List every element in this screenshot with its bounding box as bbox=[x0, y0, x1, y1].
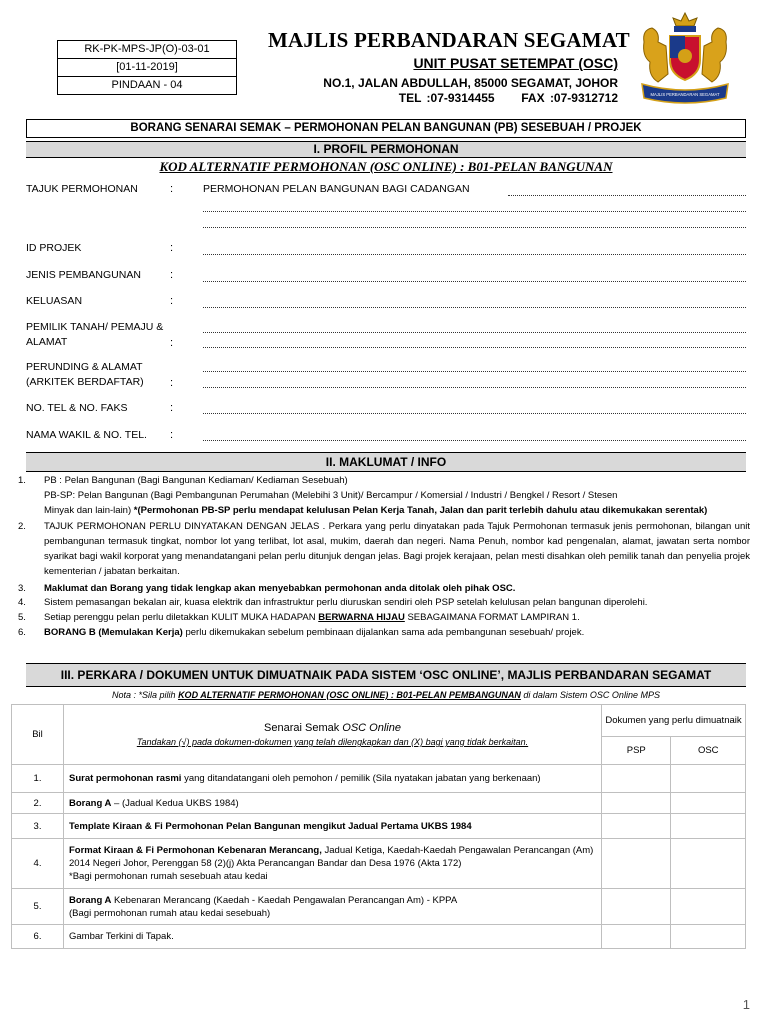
item-number: 2. bbox=[18, 521, 26, 533]
alternative-code: KOD ALTERNATIF PERMOHONAN (OSC ONLINE) : B01-PELAN BANGUNAN bbox=[159, 159, 613, 174]
section-2-heading: II. MAKLUMAT / INFO bbox=[26, 452, 746, 472]
field-input-pemilik-line-2[interactable] bbox=[203, 347, 746, 348]
form-code: RK-PK-MPS-JP(O)-03-01 bbox=[58, 41, 236, 59]
info-item bbox=[18, 520, 750, 579]
telephone: TEL :07-9314455 bbox=[398, 91, 495, 105]
info-list bbox=[18, 474, 750, 641]
osc-checkbox[interactable] bbox=[671, 889, 746, 925]
field-label-perunding: PERUNDING & ALAMAT (ARKITEK BERDAFTAR) bbox=[26, 361, 144, 388]
info-text: TAJUK PERMOHONAN PERLU DINYATAKAN DENGAN JELAS . Perkara yang perlu dinyatakan pada Tajuk Permohonan termasuk jenis permohonan, bilangan unit pembangunan termasuk tingkat, nombor lot yang terlibat, lot asal, mukim, daerah dan negeri. Nama Penuh, nombor kad pengenalan, alamat, jawatan serta nombor syarikat bagi wakil korporat yang menandatangani pelan perlu ditunjuk dengan jelas. Bagi projek kerajaan, pelan mesti disahkan oleh pemilik tanah dan penyelia projek kementerian / jabatan berkaitan. bbox=[44, 521, 750, 577]
info-text: Sistem pemasangan bekalan air, kuasa elektrik dan infrastruktur perlu diuruskan sendiri oleh PSP setelah kelulusan pelan bangunan diperolehi. bbox=[44, 597, 648, 609]
field-input-jenis-pembangunan[interactable] bbox=[203, 281, 746, 282]
info-text: perlu dikemukakan sebelum pembinaan dijalankan sama ada pembangunan sesebuah/ projek. bbox=[182, 626, 585, 638]
field-label-keluasan: KELUASAN bbox=[26, 295, 83, 307]
info-highlight: BORANG B (Memulakan Kerja) bbox=[44, 626, 183, 638]
crest-banner-text: MAJLIS PERBANDARAN SEGAMAT bbox=[650, 92, 720, 97]
col-osc-header: OSC bbox=[671, 737, 746, 765]
psp-checkbox[interactable] bbox=[602, 765, 671, 793]
colon: : bbox=[170, 402, 174, 414]
osc-checkbox[interactable] bbox=[671, 793, 746, 814]
field-label-tel-faks: NO. TEL & NO. FAKS bbox=[26, 402, 128, 414]
psp-checkbox[interactable] bbox=[602, 839, 671, 889]
item-number: 5. bbox=[18, 612, 26, 624]
info-text: PB-SP: Pelan Bangunan (Bagi Pembangunan Perumahan (Melebihi 3 Unit)/ Bercampur / Komersial / Industri / Bengkel / Resort / Stesen bbox=[44, 489, 618, 501]
council-address: NO.1, JALAN ABDULLAH, 85000 SEGAMAT, JOHOR bbox=[323, 76, 618, 90]
osc-checkbox[interactable] bbox=[671, 839, 746, 889]
field-input-tel-faks[interactable] bbox=[203, 413, 746, 414]
osc-checkbox[interactable] bbox=[671, 765, 746, 793]
reference-box bbox=[57, 40, 237, 95]
table-row: 3. Template Kiraan & Fi Permohonan Pelan Bangunan mengikut Jadual Pertama UKBS 1984 bbox=[12, 814, 746, 839]
colon: : bbox=[170, 377, 174, 389]
form-title: BORANG SENARAI SEMAK – PERMOHONAN PELAN BANGUNAN (PB) SESEBUAH / PROJEK bbox=[26, 119, 746, 138]
tajuk-line-2[interactable] bbox=[203, 211, 746, 212]
info-item bbox=[18, 611, 750, 626]
section-3-heading: III. PERKARA / DOKUMEN UNTUK DIMUATNAIK PADA SISTEM ‘OSC ONLINE’, MAJLIS PERBANDARAN SEGAMAT bbox=[26, 663, 746, 687]
council-crest-logo bbox=[636, 12, 734, 108]
osc-checkbox[interactable] bbox=[671, 814, 746, 839]
table-row: 5. Borang A Kebenaran Merancang (Kaedah - Kaedah Pengawalan Perancangan Am) - KPPA (Bagi permohonan rumah atau kedai sesebuah) bbox=[12, 889, 746, 925]
colon: : bbox=[170, 337, 174, 349]
info-item bbox=[18, 474, 750, 518]
field-input-keluasan[interactable] bbox=[203, 307, 746, 308]
psp-checkbox[interactable] bbox=[602, 889, 671, 925]
council-title: MAJLIS PERBANDARAN SEGAMAT bbox=[268, 28, 630, 52]
item-number: 1. bbox=[18, 475, 26, 486]
table-row: 1. Surat permohonan rasmi yang ditandatangani oleh pemohon / pemilik (Sila nyatakan jabatan yang berkenaan) bbox=[12, 765, 746, 793]
document-checklist-table bbox=[11, 704, 746, 949]
info-text: PB : Pelan Bangunan (Bagi Bangunan Kediaman/ Kediaman Sesebuah) bbox=[44, 475, 348, 486]
colon: : bbox=[170, 242, 174, 254]
field-label-pemilik-tanah: PEMILIK TANAH/ PEMAJU & ALAMAT bbox=[26, 321, 164, 348]
page-number: 1 bbox=[742, 997, 750, 1012]
field-input-id-projek[interactable] bbox=[203, 254, 746, 255]
osc-checkbox[interactable] bbox=[671, 925, 746, 949]
field-input-pemilik-line-1[interactable] bbox=[203, 332, 746, 333]
colon: : bbox=[170, 183, 174, 195]
tajuk-label: TAJUK PERMOHONAN bbox=[26, 183, 138, 195]
field-input-nama-wakil[interactable] bbox=[203, 440, 746, 441]
info-item bbox=[18, 582, 750, 597]
tajuk-text: PERMOHONAN PELAN BANGUNAN BAGI CADANGAN bbox=[203, 183, 470, 195]
field-input-perunding-line-1[interactable] bbox=[203, 371, 746, 372]
council-contact bbox=[399, 91, 618, 105]
col-bil-header: Bil bbox=[12, 705, 64, 765]
osc-unit-title: UNIT PUSAT SETEMPAT (OSC) bbox=[413, 55, 618, 71]
info-item bbox=[18, 596, 750, 611]
info-highlight: BERWARNA HIJAU bbox=[318, 612, 405, 624]
item-number: 4. bbox=[18, 597, 26, 609]
psp-checkbox[interactable] bbox=[602, 925, 671, 949]
field-input-perunding-line-2[interactable] bbox=[203, 387, 746, 388]
section-1-heading: I. PROFIL PERMOHONAN bbox=[26, 141, 746, 158]
fax: FAX :07-9312712 bbox=[521, 91, 618, 105]
info-text: Setiap perenggu pelan perlu diletakkan KULIT MUKA HADAPAN bbox=[44, 612, 319, 624]
psp-checkbox[interactable] bbox=[602, 793, 671, 814]
info-item bbox=[18, 626, 750, 641]
item-number: 3. bbox=[18, 582, 26, 594]
field-label-id-projek: ID PROJEK bbox=[26, 242, 82, 254]
section-3-note: Nota : *Sila pilih KOD ALTERNATIF PERMOHONAN (OSC ONLINE) : B01-PELAN PEMBANGUNAN di dalam Sistem OSC Online MPS bbox=[112, 690, 660, 700]
info-text: Minyak dan lain-lain) *(Permohonan PB-SP perlu mendapat kelulusan Pelan Kerja Tanah, Jalan dan parit terlebih dahulu atau dikemukakan serentak) bbox=[44, 504, 708, 516]
info-text: SEBAGAIMANA FORMAT LAMPIRAN 1. bbox=[404, 612, 580, 624]
form-pindaan: PINDAAN - 04 bbox=[111, 79, 183, 91]
table-row: 2. Borang A – (Jadual Kedua UKBS 1984) bbox=[12, 793, 746, 814]
table-row: 6. Gambar Terkini di Tapak. bbox=[12, 925, 746, 949]
field-label-nama-wakil: NAMA WAKIL & NO. TEL. bbox=[26, 429, 147, 441]
tajuk-line-1[interactable] bbox=[508, 195, 746, 196]
colon: : bbox=[170, 429, 174, 441]
psp-checkbox[interactable] bbox=[602, 814, 671, 839]
col-psp-header: PSP bbox=[602, 737, 671, 765]
col-dokumen-header: Dokumen yang perlu dimuatnaik bbox=[602, 705, 746, 737]
colon: : bbox=[170, 295, 174, 307]
field-label-jenis-pembangunan: JENIS PEMBANGUNAN bbox=[26, 269, 141, 281]
colon: : bbox=[170, 269, 174, 281]
col-senarai-header: Senarai Semak OSC Online Tandakan (√) pada dokumen-dokumen yang telah dilengkapkan dan (X) bagi yang tidak berkaitan. bbox=[64, 705, 602, 765]
info-text: Maklumat dan Borang yang tidak lengkap akan menyebabkan permohonan anda ditolak oleh pihak OSC. bbox=[44, 582, 516, 594]
table-row: 4. Format Kiraan & Fi Permohonan Kebenaran Merancang, Jadual Ketiga, Kaedah-Kaedah Pengawalan Perancangan (Am) 2014 Negeri Johor, Perenggan 58 (2)(j) Akta Perancangan Bandar dan Desa 1976 (Akta 172) *Bagi permohonan rumah sesebuah atau kedai bbox=[12, 839, 746, 889]
item-number: 6. bbox=[18, 626, 26, 638]
form-date: [01-11-2019] bbox=[58, 59, 236, 77]
tajuk-line-3[interactable] bbox=[203, 227, 746, 228]
